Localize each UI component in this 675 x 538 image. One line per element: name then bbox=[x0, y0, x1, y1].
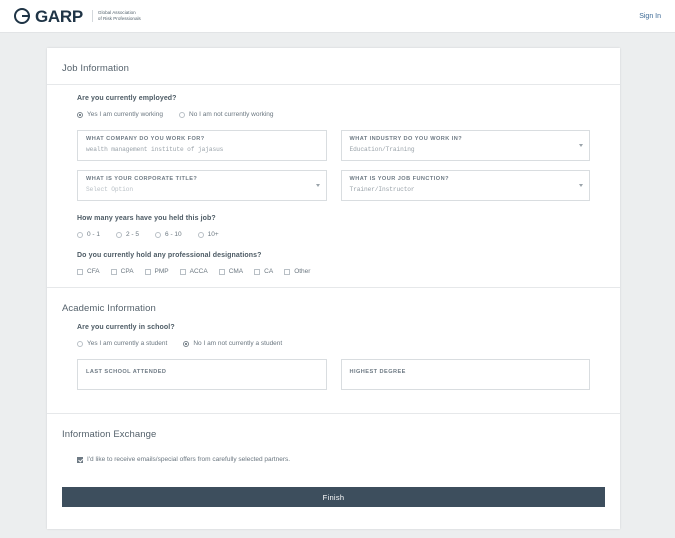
checkbox-ca[interactable] bbox=[254, 269, 260, 275]
radio-years-10-plus[interactable] bbox=[198, 232, 204, 238]
academic-information-heading: Academic Information bbox=[62, 303, 156, 314]
title-function-row bbox=[77, 170, 590, 201]
radio-school-yes[interactable] bbox=[77, 341, 83, 347]
highest-degree-input[interactable] bbox=[341, 359, 591, 390]
employment-option-yes-label: Yes I am currently working bbox=[87, 111, 163, 118]
highest-degree-input-label: HIGHEST DEGREE bbox=[349, 369, 406, 375]
form-card bbox=[47, 48, 620, 529]
form-footer bbox=[47, 487, 620, 507]
years-option-10-plus[interactable] bbox=[198, 231, 219, 238]
employment-options bbox=[77, 111, 590, 118]
designation-option-cfa[interactable] bbox=[77, 268, 100, 275]
designation-option-cma[interactable] bbox=[219, 268, 243, 275]
top-navigation-bar bbox=[0, 0, 675, 33]
years-option-6-10[interactable] bbox=[155, 231, 182, 238]
academic-information-body bbox=[47, 324, 620, 413]
checkbox-marketing-opt-in[interactable] bbox=[77, 457, 83, 463]
employment-option-yes[interactable] bbox=[77, 111, 163, 118]
school-degree-row bbox=[77, 359, 590, 390]
checkbox-cpa[interactable] bbox=[111, 269, 117, 275]
checkbox-pmp[interactable] bbox=[145, 269, 151, 275]
years-option-2-5-label: 2 - 5 bbox=[126, 231, 140, 238]
school-option-no[interactable] bbox=[183, 340, 282, 347]
company-input-value: wealth management institute of jajasus bbox=[86, 146, 224, 153]
brand-tagline-line-1: Global Association bbox=[97, 10, 136, 15]
job-information-heading: Job Information bbox=[62, 63, 129, 74]
radio-years-0-1[interactable] bbox=[77, 232, 83, 238]
company-input-label: WHAT COMPANY DO YOU WORK FOR? bbox=[86, 136, 205, 142]
corporate-title-select[interactable] bbox=[77, 170, 327, 201]
industry-select-value: Education/Training bbox=[349, 146, 415, 153]
designations-options bbox=[77, 268, 590, 275]
employment-option-no[interactable] bbox=[179, 111, 274, 118]
designation-option-other[interactable] bbox=[284, 268, 310, 275]
designation-option-ca-label: CA bbox=[264, 268, 274, 275]
school-option-yes-label: Yes I am currently a student bbox=[87, 340, 168, 347]
years-option-10-plus-label: 10+ bbox=[207, 231, 219, 238]
marketing-opt-in-label: I'd like to receive emails/special offers from carefully selected partners. bbox=[87, 456, 291, 463]
sign-in-link[interactable]: Sign In bbox=[639, 12, 661, 20]
employment-question: Are you currently employed? bbox=[77, 95, 177, 102]
radio-school-no[interactable] bbox=[183, 341, 189, 347]
company-industry-row bbox=[77, 130, 590, 161]
designation-option-acca-label: ACCA bbox=[189, 268, 208, 275]
checkbox-cma[interactable] bbox=[219, 269, 225, 275]
years-options bbox=[77, 231, 590, 238]
marketing-opt-in[interactable] bbox=[77, 456, 590, 463]
employment-option-no-label: No I am not currently working bbox=[189, 111, 274, 118]
corporate-title-select-label: WHAT IS YOUR CORPORATE TITLE? bbox=[86, 176, 198, 182]
chevron-down-icon[interactable] bbox=[579, 144, 583, 147]
corporate-title-select-value: Select Option bbox=[86, 186, 133, 193]
information-exchange-heading: Information Exchange bbox=[62, 429, 157, 440]
chevron-down-icon[interactable] bbox=[316, 184, 320, 187]
industry-select[interactable] bbox=[341, 130, 591, 161]
brand-tagline bbox=[92, 10, 141, 22]
job-information-body bbox=[47, 85, 620, 275]
designation-option-cma-label: CMA bbox=[228, 268, 244, 275]
designation-option-ca[interactable] bbox=[254, 268, 273, 275]
radio-employment-yes[interactable] bbox=[77, 112, 83, 118]
years-question: How many years have you held this job? bbox=[77, 215, 216, 222]
years-option-2-5[interactable] bbox=[116, 231, 139, 238]
school-option-yes[interactable] bbox=[77, 340, 167, 347]
radio-years-2-5[interactable] bbox=[116, 232, 122, 238]
last-school-input-label: LAST SCHOOL ATTENDED bbox=[86, 369, 167, 375]
job-function-select-label: WHAT IS YOUR JOB FUNCTION? bbox=[349, 176, 449, 182]
school-question: Are you currently in school? bbox=[77, 324, 175, 331]
designation-option-cpa[interactable] bbox=[111, 268, 134, 275]
designation-option-cpa-label: CPA bbox=[120, 268, 134, 275]
radio-employment-no[interactable] bbox=[179, 112, 185, 118]
last-school-input[interactable] bbox=[77, 359, 327, 390]
designation-option-other-label: Other bbox=[294, 268, 311, 275]
job-function-select[interactable] bbox=[341, 170, 591, 201]
checkbox-cfa[interactable] bbox=[77, 269, 83, 275]
years-option-0-1-label: 0 - 1 bbox=[87, 231, 101, 238]
checkbox-other[interactable] bbox=[284, 269, 290, 275]
brand-tagline-line-2: of Risk Professionals bbox=[97, 16, 141, 21]
industry-select-label: WHAT INDUSTRY DO YOU WORK IN? bbox=[349, 136, 463, 142]
garp-circle-icon bbox=[14, 8, 30, 24]
designation-option-pmp[interactable] bbox=[145, 268, 169, 275]
designation-option-pmp-label: PMP bbox=[154, 268, 169, 275]
years-option-6-10-label: 6 - 10 bbox=[165, 231, 182, 238]
radio-years-6-10[interactable] bbox=[155, 232, 161, 238]
information-exchange-body bbox=[47, 456, 620, 465]
designations-question: Do you currently hold any professional designations? bbox=[77, 252, 262, 259]
company-input[interactable] bbox=[77, 130, 327, 161]
job-function-select-value: Trainer/Instructor bbox=[349, 186, 415, 193]
designation-option-cfa-label: CFA bbox=[87, 268, 100, 275]
finish-button[interactable]: Finish bbox=[62, 487, 605, 507]
years-option-0-1[interactable] bbox=[77, 231, 100, 238]
designation-option-acca[interactable] bbox=[180, 268, 208, 275]
school-option-no-label: No I am not currently a student bbox=[193, 340, 283, 347]
garp-logo[interactable] bbox=[14, 8, 141, 25]
chevron-down-icon[interactable] bbox=[579, 184, 583, 187]
checkbox-acca[interactable] bbox=[180, 269, 186, 275]
school-options bbox=[77, 340, 590, 347]
brand-name: GARP bbox=[35, 6, 83, 26]
